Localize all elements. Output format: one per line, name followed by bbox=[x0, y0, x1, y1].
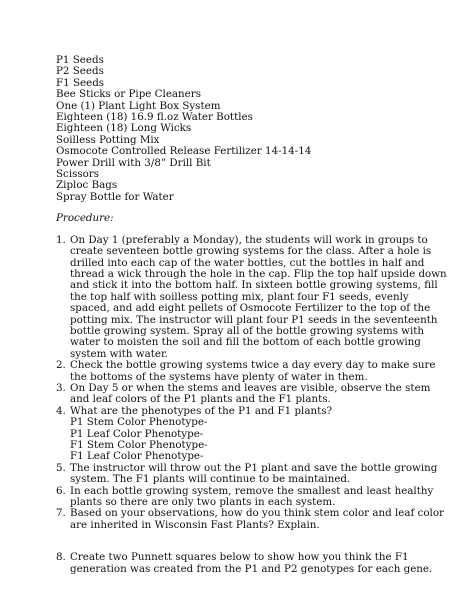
step-number: 1. bbox=[56, 233, 66, 246]
phenotype-line: F1 Leaf Color Phenotype- bbox=[70, 450, 204, 463]
materials-item: Ziploc Bags bbox=[56, 179, 118, 192]
materials-item: Spray Bottle for Water bbox=[56, 190, 174, 203]
step-number: 4. bbox=[56, 404, 66, 417]
procedure-step-7 bbox=[56, 508, 450, 531]
materials-item: One (1) Plant Light Box System bbox=[56, 99, 221, 112]
phenotype-line: P1 Stem Color Phenotype- bbox=[70, 416, 208, 429]
procedure-step-2 bbox=[56, 360, 450, 383]
step-text: The instructor will throw out the P1 plant and save the bottle growing system. The F1 plants will continue to be maintained. bbox=[70, 461, 438, 486]
materials-item: F1 Seeds bbox=[56, 76, 105, 89]
procedure-step-3 bbox=[56, 383, 450, 406]
procedure-heading: Procedure: bbox=[56, 212, 114, 225]
procedure-step-5 bbox=[56, 463, 450, 486]
materials-item: Bee Sticks or Pipe Cleaners bbox=[56, 88, 201, 101]
step-number: 6. bbox=[56, 484, 66, 497]
materials-item: P1 Seeds bbox=[56, 54, 104, 66]
procedure-step-1 bbox=[56, 235, 450, 360]
materials-item: Eighteen (18) Long Wicks bbox=[56, 122, 192, 135]
procedure-step-8 bbox=[56, 552, 450, 575]
step-number: 2. bbox=[56, 359, 66, 372]
materials-list bbox=[56, 55, 450, 203]
materials-item: Soilless Potting Mix bbox=[56, 133, 160, 146]
procedure-steps bbox=[56, 235, 450, 575]
step-number: 8. bbox=[56, 551, 66, 564]
step-text: In each bottle growing system, remove the smallest and least healthy plants so there are only two plants in each system. bbox=[70, 484, 434, 509]
materials-item: P2 Seeds bbox=[56, 65, 104, 78]
procedure-step-4 bbox=[56, 406, 450, 463]
step-number: 3. bbox=[56, 381, 66, 394]
step-text: Check the bottle growing systems twice a day every day to make sure the bottoms of the systems have plenty of water in them. bbox=[70, 359, 436, 383]
materials-item: Scissors bbox=[56, 168, 100, 181]
materials-item: Power Drill with 3/8” Drill Bit bbox=[56, 156, 211, 169]
step-number: 5. bbox=[56, 461, 66, 474]
step-text: On Day 1 (preferably a Monday), the students will work in groups to create seventeen bottle growing systems for the class. After a hole is drilled into each cap of the water bottles, cut the bottles in half and thread a wick through the hole in the cap. Flip the top half upside down and stick it into the bottom half. In sixteen bottle growing systems, fill the top half with soilless potting mix, plant four F1 seeds, evenly spaced, and add eight pellets of Osmocote Fertilizer to the top of the potting mix. The instructor will plant four P1 seeds in the seventeenth bottle growing system. Spray all of the bottle growing systems with water to moisten the soil and fill the bottom of each bottle growing system with water. bbox=[70, 233, 447, 360]
step-text: Create two Punnett squares below to show how you think the F1 generation was created from the P1 and P2 genotypes for each gene. bbox=[70, 551, 433, 575]
materials-item: Osmocote Controlled Release Fertilizer 14-14-14 bbox=[56, 145, 312, 158]
materials-item: Eighteen (18) 16.9 fl.oz Water Bottles bbox=[56, 111, 253, 124]
phenotype-line: P1 Leaf Color Phenotype- bbox=[70, 427, 204, 440]
procedure-step-6 bbox=[56, 486, 450, 509]
step-text: On Day 5 or when the stems and leaves are visible, observe the stem and leaf colors of the P1 plants and the F1 plants. bbox=[70, 381, 431, 406]
phenotype-line: F1 Stem Color Phenotype- bbox=[70, 439, 208, 451]
step-text: What are the phenotypes of the P1 and F1 plants? bbox=[70, 404, 333, 417]
step-text: Based on your observations, how do you think stem color and leaf color are inherited in Wisconsin Fast Plants? Explain. bbox=[70, 507, 444, 531]
step-number: 7. bbox=[56, 507, 66, 520]
